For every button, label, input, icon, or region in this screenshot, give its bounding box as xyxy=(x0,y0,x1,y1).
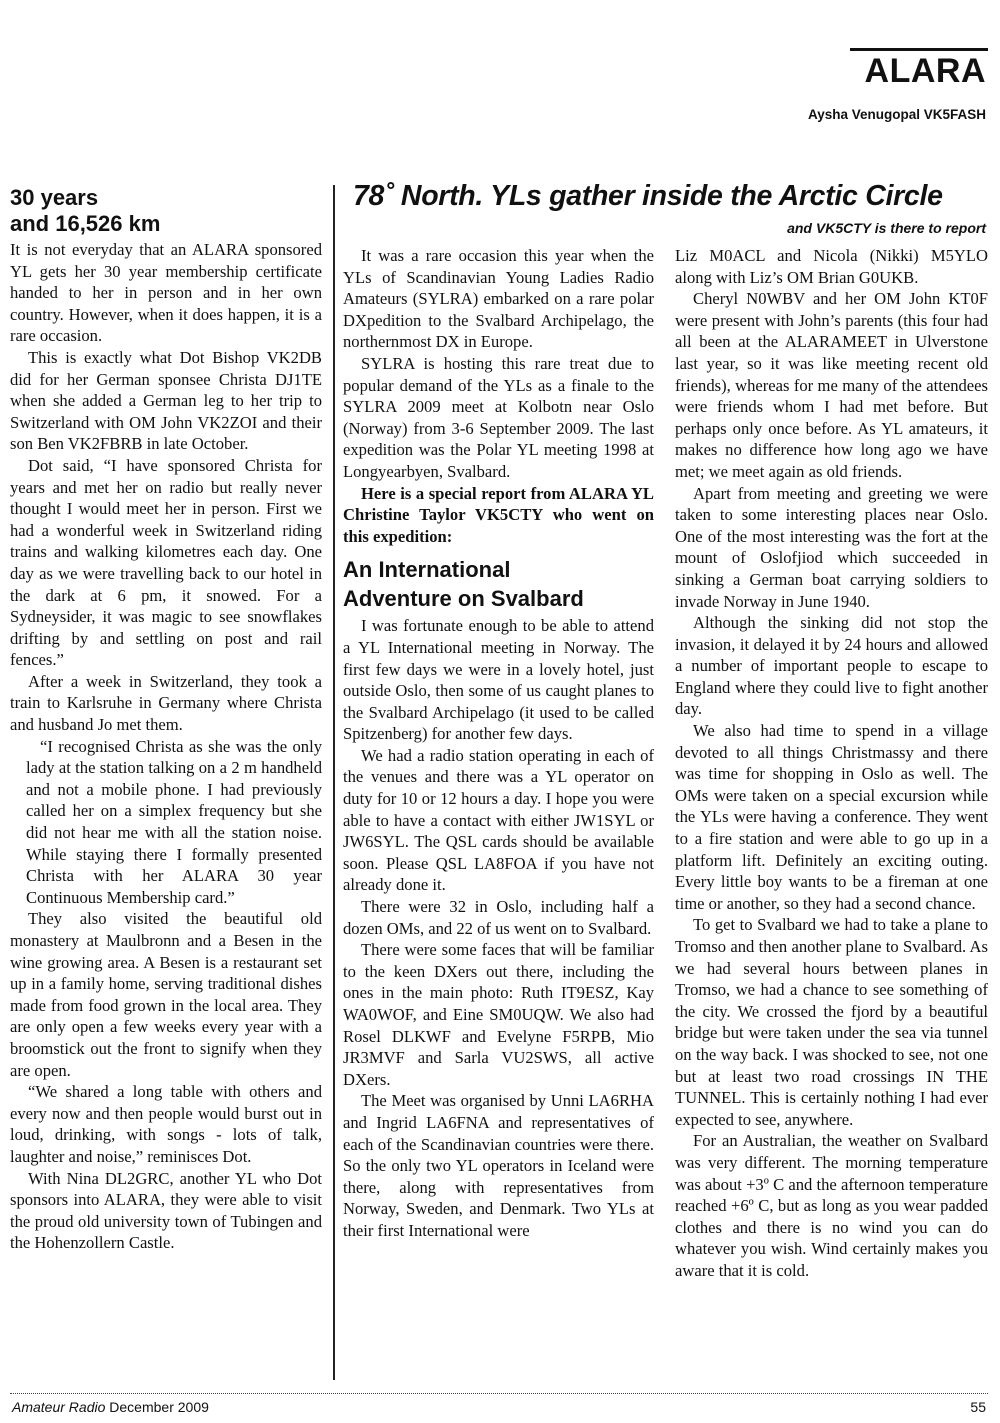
article-paragraph: There were some faces that will be familiar to the keen DXers out there, including the ones in the main photo: Ruth IT9ESZ, Kay WA0WOF, and Eine SM0UQW. We also had Rosel DLKWF and Evelyne F5RPB, Mio JR3MVF and Sarla VU2SWS, all active DXers. xyxy=(343,940,654,1089)
sidebar-title xyxy=(10,185,322,237)
sidebar-quote: “I recognised Christa as she was the only lady at the station talking on a 2 m handheld and not a mobile phone. I had previously called her on a simplex frequency but she did not hear me with all the station noise. While staying there I formally presented Christa with her ALARA 30 year Continuous Membership card.” xyxy=(26,736,322,907)
footer-publication xyxy=(12,1399,209,1415)
article-paragraph: We had a radio station operating in each of the venues and there was a YL operator on duty for 10 or 12 hours a day. I hope you were able to have a contact with either JW1SYL or JW6SYL. The QSL cards should be available soon. Please QSL LA8FOA if you have not already done it. xyxy=(343,745,654,895)
article-paragraph: For an Australian, the weather on Svalbard was very different. The morning temperature was about +3º C and the afternoon temperature reached +6º C, but as long as you wear padded clothes and there is no wind you can do whatever you wish. Wind certainly makes you aware that it is cold. xyxy=(675,1131,988,1280)
column-divider xyxy=(333,185,335,1380)
article-intro-bold: Here is a special report from ALARA YL Christine Taylor VK5CTY who went on this expedition: xyxy=(343,483,654,546)
article-column-left xyxy=(343,245,654,1385)
article-paragraph: To get to Svalbard we had to take a plane to Tromso and then another plane to Svalbard. As we had several hours between planes in Tromso, we had a chance to see something of the city. We crossed the fjord by a beautiful bridge but were taken under the sea via tunnel on the way back. I was shocked to see, not one but at least two road crossings IN THE TUNNEL. This is certainly nothing I had ever expected to see, anywhere. xyxy=(675,915,988,1129)
article-paragraph: We also had time to spend in a village devoted to all things Christmassy and there was time for shopping in Oslo as well. The OMs were taken on a special excursion while the YLs were having a conference. They went to a fire station and were able to go up in a platform lift. Definitely an exciting outing. Every little boy wants to be a fireman at one time or another, so they had a second chance. xyxy=(675,721,988,913)
masthead-rule xyxy=(850,48,988,51)
article-paragraph-continued: Liz M0ACL and Nicola (Nikki) M5YLO along with Liz’s OM Brian G0UKB. xyxy=(675,246,988,287)
page-number: 55 xyxy=(970,1399,986,1415)
article-paragraph: Although the sinking did not stop the invasion, it delayed it by 24 hours and allowed a number of important people to escape to England where they could live to fight another day. xyxy=(675,613,988,719)
article-paragraph: There were 32 in Oslo, including half a dozen OMs, and 22 of us went on to Svalbard. xyxy=(343,897,654,938)
article-title: 78˚ North. YLs gather inside the Arctic Circle xyxy=(353,180,943,212)
footer-issue: December 2009 xyxy=(109,1399,209,1415)
article-paragraph: The Meet was organised by Unni LA6RHA and Ingrid LA6FNA and representatives of each of the Scandinavian countries were there. So the only two YL operators in Iceland were there, along with representatives from Norway, Sweden, and Denmark. Two YLs at their first International were xyxy=(343,1091,654,1240)
article-subtitle: and VK5CTY is there to report xyxy=(787,220,986,236)
section-title: ALARA xyxy=(864,52,986,90)
sidebar-title-line-2: and 16,526 km xyxy=(10,211,161,236)
sidebar-paragraph: Dot said, “I have sponsored Christa for years and met her on radio but really never thought I would meet her in person. First we had a wonderful week in Switzerland riding trains and walking kilometres each day. One day as we were travelling back to our hotel in the dark at 6 pm, it snowed. For a Sydneysider, it was magic to see snowflakes drifting by and settling on post and rail fences.” xyxy=(10,455,322,670)
article-paragraph: I was fortunate enough to be able to attend a YL International meeting in Norway. The first few days we were in a lovely hotel, just outside Oslo, then some of us caught planes to the Svalbard Archipelago (it used to be called Spitzenberg) for another few days. xyxy=(343,616,654,744)
article-subhead-line-1: An International xyxy=(343,557,511,583)
sidebar-title-line-1: 30 years xyxy=(10,185,99,210)
article-paragraph: Apart from meeting and greeting we were taken to some interesting places near Oslo. One of the most interesting was the fort at the mount of Oslofjiod which succeeded in sinking a German boat carrying soldiers to invade Norway in June 1940. xyxy=(675,483,988,611)
sidebar-paragraph: With Nina DL2GRC, another YL who Dot sponsors into ALARA, they were able to visit the proud old university town of Tubingen and the Hohenzollern Castle. xyxy=(10,1168,322,1253)
sidebar-paragraph: This is exactly what Dot Bishop VK2DB did for her German sponsee Christa DJ1TE when she added a German leg to her trip to Switzerland with OM John VK2ZOI and their son Ben VK2FBRB in late October. xyxy=(10,347,322,454)
sidebar-paragraph: It is not everyday that an ALARA sponsored YL gets her 30 year membership certificate handed to her in person and in her own country. However, when it does happen, it is a rare occasion. xyxy=(10,240,322,346)
article-subhead-line-2: Adventure on Svalbard xyxy=(343,586,584,612)
article-column-right xyxy=(675,245,988,1385)
article-paragraph: It was a rare occasion this year when the YLs of Scandinavian Young Ladies Radio Amateurs (SYLRA) embarked on a rare polar DXpedition to the Svalbard Archipelago, the northernmost DX in Europe. xyxy=(343,246,654,352)
sidebar-paragraph: They also visited the beautiful old monastery at Maulbronn and a Besen in the wine growing area. A Besen is a restaurant set up in a family home, serving traditional dishes made from food grown in the local area. They are only open a few weeks every year with a broomstick out the front to signify when they are open. xyxy=(10,909,322,1080)
article-paragraph: Cheryl N0WBV and her OM John KT0F were present with John’s parents (this four had all been at the ALARAMEET in Ulverstone last year, so it was like meeting recent old friends), whereas for me many of the attendees were friends whom I had met before. But perhaps only once before. As YL amateurs, it makes no difference how long ago we have met; we meet again as old friends. xyxy=(675,289,988,481)
sidebar-column xyxy=(10,185,322,1377)
sidebar-paragraph: After a week in Switzerland, they took a train to Karlsruhe in Germany where Christa and husband Jo met them. xyxy=(10,671,322,735)
sidebar-paragraph: “We shared a long table with others and every now and then people would burst out in loud, drinking, with songs - lots of talk, laughter and noise,” reminisces Dot. xyxy=(10,1082,322,1166)
footer-rule xyxy=(10,1393,988,1394)
footer-magazine: Amateur Radio xyxy=(12,1399,106,1415)
article-paragraph: SYLRA is hosting this rare treat due to popular demand of the YLs as a finale to the SYLRA 2009 meet at Kolbotn near Oslo (Norway) from 3-6 September 2009. The last expedition was the Polar YL meeting 1998 at Longyearbyen, Svalbard. xyxy=(343,353,654,481)
article-subhead xyxy=(343,555,654,613)
byline: Aysha Venugopal VK5FASH xyxy=(807,107,986,122)
